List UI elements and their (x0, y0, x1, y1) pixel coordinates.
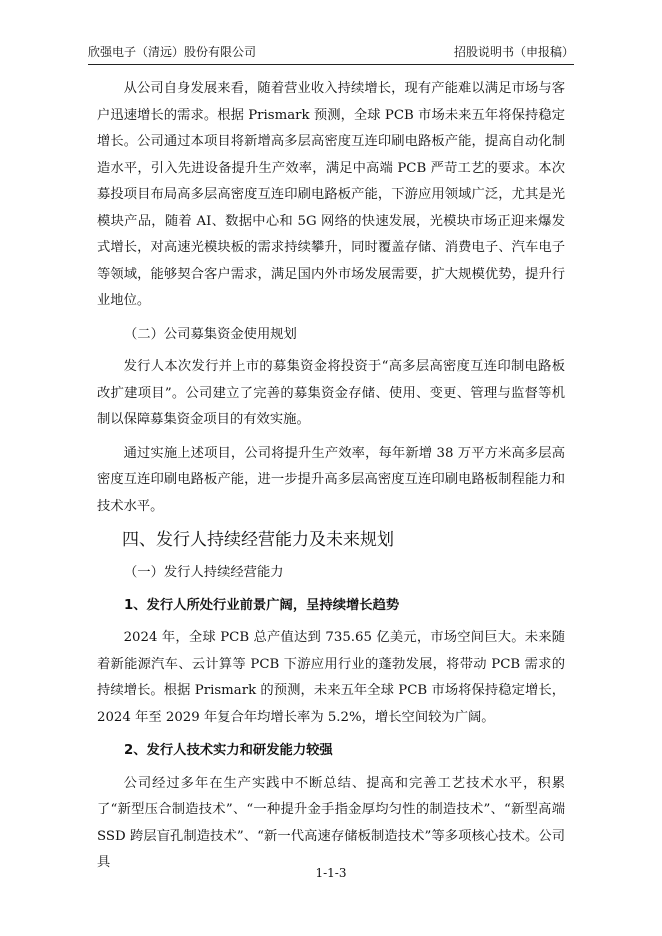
paragraph-self-development: 从公司自身发展来看，随着营业收入持续增长，现有产能难以满足市场与客户迅速增长的需求。根据 Prismark 预测，全球 PCB 市场未来五年将保持稳定增长。公司通过本项目将新增高多层高密度互连印刷电路板产能，提高自动化制造水平，引入先进设备提升生产效率，满足中高端 PCB 严苛工艺的要求。本次募投项目布局高多层高密度互连印刷电路板产能，下游应用领域广泛，尤其是光模块产品，随着 AI、数据中心和 5G 网络的快速发展，光模块市场正迎来爆发式增长，对高速光模块板的需求持续攀升，同时覆盖存储、消费电子、汽车电子等领域，能够契合客户需求，满足国内外市场发展需要，扩大规模优势，提升行业地位。 (97, 81, 565, 308)
heading-tech-strength: 2、发行人技术实力和研发能力较强 (124, 743, 333, 758)
paragraph-industry-prospect: 2024 年，全球 PCB 总产值达到 735.65 亿美元，市场空间巨大。未来随着新能源汽车、云计算等 PCB 下游应用行业的蓬勃发展，将带动 PCB 需求的持续增长。根据 Prismark 的预测，未来五年全球 PCB 市场将保持稳定增长，2024 年至 2029 年复合年均增长率为 5.2%，增长空间较为广阔。 (97, 630, 565, 725)
paragraph-project-effect: 通过实施上述项目，公司将提升生产效率，每年新增 38 万平方米高多层高密度互连印刷电路板产能，进一步提升高多层高密度互连印刷电路板制程能力和技术水平。 (97, 445, 565, 514)
page-header (88, 44, 574, 65)
paragraph-fund-investment: 发行人本次发行并上市的募集资金将投资于“高多层高密度互连印制电路板改扩建项目”。公司建立了完善的募集资金存储、使用、变更、管理与监督等机制以保障募集资金项目的有效实施。 (97, 359, 565, 427)
header-document-type: 招股说明书（申报稿） (453, 45, 574, 59)
page-body (97, 76, 565, 884)
header-company-name: 欣强电子（清远）股份有限公司 (88, 45, 257, 59)
heading-fund-usage-plan: （二）公司募集资金使用规划 (124, 326, 297, 342)
paragraph-tech-strength: 公司经过多年在生产实践中不断总结、提高和完善工艺技术水平，积累了“新型压合制造技术”、“一种提升金手指金厚均匀性的制造技术”、“新型高端 SSD 跨层盲孔制造技术”、“新一代高速存储板制造技术”等多项核心技术。公司具 (97, 775, 565, 870)
heading-section-four: 四、发行人持续经营能力及未来规划 (122, 530, 394, 550)
heading-sustainable-ability: （一）发行人持续经营能力 (124, 565, 284, 580)
heading-industry-prospect: 1、发行人所处行业前景广阔，呈持续增长趋势 (124, 597, 400, 613)
page-number: 1-1-3 (315, 866, 347, 880)
